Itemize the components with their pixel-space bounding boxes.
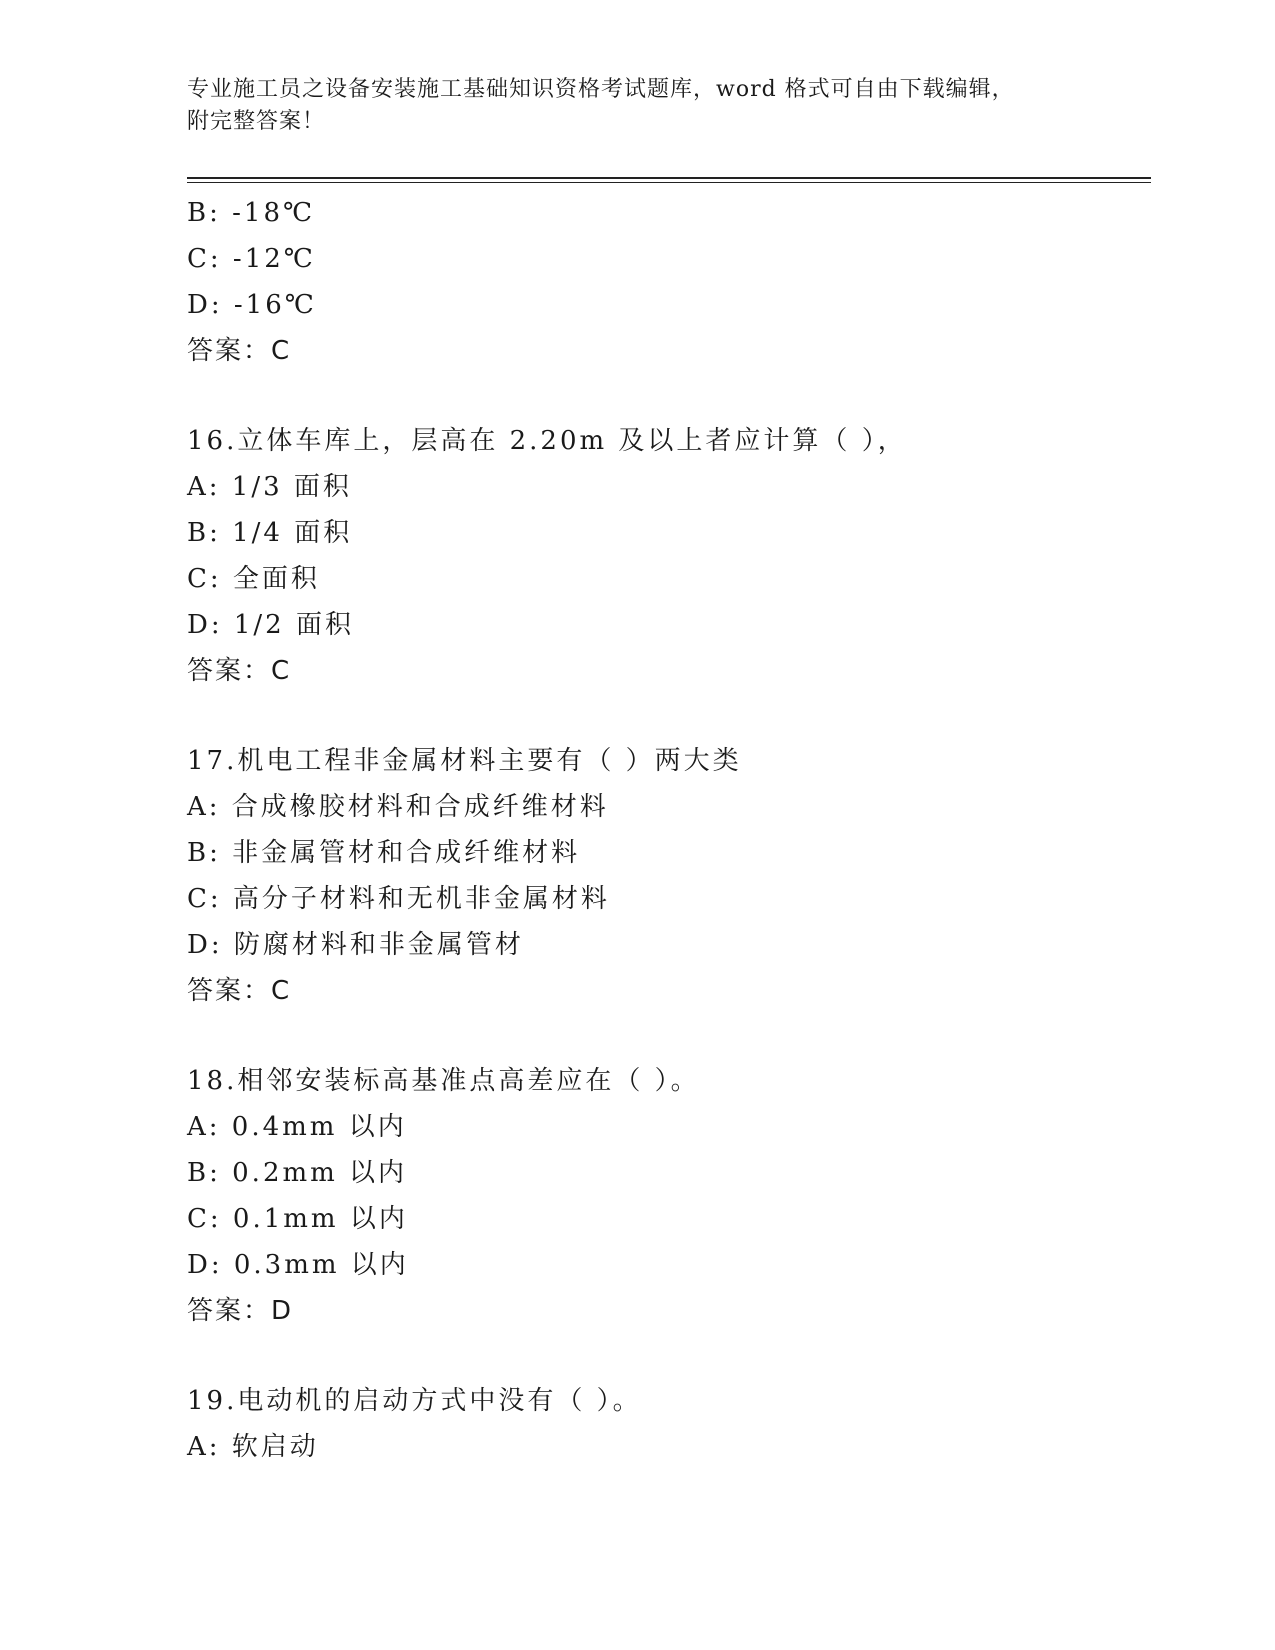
header-line-2: 附完整答案！ [187, 109, 326, 134]
option-c: C: 全面积 [187, 564, 320, 594]
option-c: C: 高分子材料和无机非金属材料 [187, 884, 610, 914]
option-b: B: 1/4 面积 [187, 518, 353, 548]
spacer [187, 1334, 1147, 1378]
question-17 [187, 738, 1147, 1014]
question-19 [187, 1378, 1147, 1470]
question-stem: 18.相邻安装标高基准点高差应在（ ）。 [187, 1066, 700, 1096]
option-d: D: 1/2 面积 [187, 610, 354, 640]
question-15-continued [187, 190, 1147, 374]
option-b: B: 非金属管材和合成纤维材料 [187, 838, 581, 868]
header-line-1: 专业施工员之设备安装施工基础知识资格考试题库，word 格式可自由下载编辑， [187, 77, 1015, 102]
option-c: C: -12℃ [187, 244, 316, 274]
question-stem: 17.机电工程非金属材料主要有（ ）两大类 [187, 746, 742, 776]
option-d: D: -16℃ [187, 290, 317, 320]
option-a: A: 1/3 面积 [187, 472, 352, 502]
answer-line: 答案：C [187, 976, 292, 1006]
spacer [187, 1014, 1147, 1058]
question-list [187, 190, 1147, 1470]
option-a: A: 软启动 [187, 1432, 319, 1462]
option-b: B: -18℃ [187, 198, 316, 228]
question-stem: 19.电动机的启动方式中没有（ ）。 [187, 1386, 642, 1416]
answer-line: 答案：C [187, 656, 292, 686]
option-c: C: 0.1mm 以内 [187, 1204, 408, 1234]
document-header [187, 74, 1107, 138]
option-b: B: 0.2mm 以内 [187, 1158, 408, 1188]
option-a: A: 0.4mm 以内 [187, 1112, 407, 1142]
question-16 [187, 418, 1147, 694]
spacer [187, 694, 1147, 738]
question-stem: 16.立体车库上，层高在 2.20m 及以上者应计算（ ）， [187, 426, 907, 456]
option-d: D: 防腐材料和非金属管材 [187, 930, 524, 960]
option-d: D: 0.3mm 以内 [187, 1250, 409, 1280]
header-divider-bottom [187, 182, 1151, 183]
answer-line: 答案：D [187, 1296, 294, 1326]
question-18 [187, 1058, 1147, 1334]
spacer [187, 374, 1147, 418]
option-a: A: 合成橡胶材料和合成纤维材料 [187, 792, 609, 822]
header-divider-top [187, 177, 1151, 179]
answer-line: 答案：C [187, 336, 292, 366]
